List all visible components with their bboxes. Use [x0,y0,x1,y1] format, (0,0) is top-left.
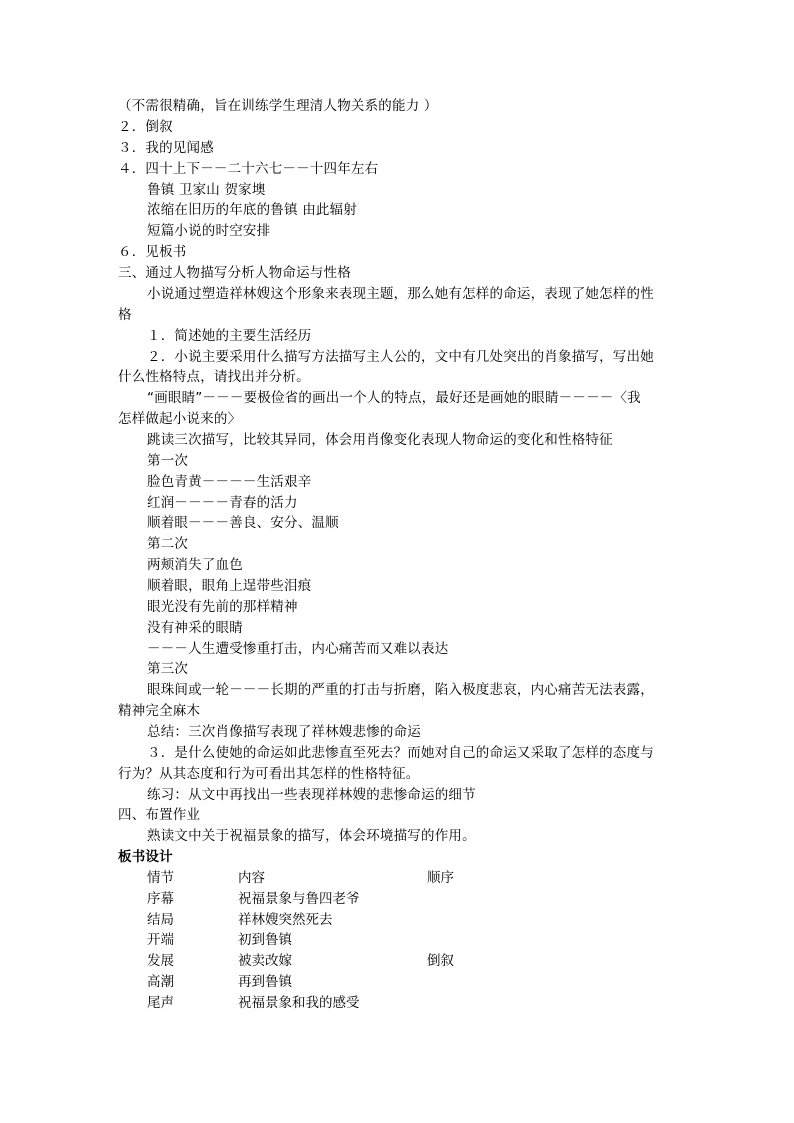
table-header: 顺序 [427,870,454,886]
table-cell: 开端 [147,932,174,948]
text-line: 顺着眼－－－善良、安分、温顺 [147,515,339,531]
text-line: 第三次 [147,661,189,677]
table-cell: 祥林嫂突然死去 [238,912,333,928]
text-line: －－－人生遭受惨重打击，内心痛苦而又难以表达 [147,641,449,657]
table-cell: 高潮 [147,974,174,990]
text-line: ４．四十上下－－二十六七－－十四年左右 [118,161,379,177]
text-line: 第二次 [147,536,189,552]
text-line: ３．是什么使她的命运如此悲惨直至死去？而她对自己的命运又采取了怎样的态度与 [147,745,654,761]
text-line: 眼珠间或一轮－－－长期的严重的打击与折磨，陷入极度悲哀，内心痛苦无法表露， [147,682,654,698]
text-line: 眼光没有先前的那样精神 [147,599,298,615]
text-line: 怎样做起小说来的〉 [118,411,242,427]
text-line: 顺着眼，眼角上逞带些泪痕 [147,578,312,594]
text-line: ３．我的见闻感 [118,140,214,156]
text-line: ２．小说主要采用什么描写方法描写主人公的，文中有几处突出的肖象描写，写出她 [147,349,654,365]
text-line: １．简述她的主要生活经历 [147,328,312,344]
text-line: 行为？从其态度和行为可看出其怎样的性格特征。 [118,766,420,782]
text-line: 脸色青黄－－－－生活艰辛 [147,474,312,490]
text-line: 总结：三次肖像描写表现了祥林嫂悲惨的命运 [147,724,421,740]
text-line: 跳读三次描写，比较其异同，体会用肖像变化表现人物命运的变化和性格特征 [147,432,613,448]
table-cell: 祝福景象与鲁四老爷 [238,891,360,907]
text-line: 浓缩在旧历的年底的鲁镇 由此辐射 [147,202,357,218]
text-line: 精神完全麻木 [118,703,201,719]
text-line: 练习：从文中再找出一些表现祥林嫂的悲惨命运的细节 [147,787,476,803]
board-design-heading: 板书设计 [118,849,173,865]
text-line: 小说通过塑造祥林嫂这个形象来表现主题，那么她有怎样的命运，表现了她怎样的性 [147,286,654,302]
text-line: 没有神采的眼睛 [147,620,243,636]
table-cell: 序幕 [147,891,174,907]
section-heading: 四、布置作业 [118,807,201,823]
text-line: 第一次 [147,453,189,469]
text-line: “画眼睛”－－－要极俭省的画出一个人的特点，最好还是画她的眼睛－－－－〈我 [147,390,641,406]
text-line: ２．倒叙 [118,119,173,135]
table-cell: 尾声 [147,995,174,1011]
table-cell: 结局 [147,912,174,928]
table-header: 内容 [238,870,265,886]
table-cell: 倒叙 [427,953,454,969]
text-line: （不需很精确，旨在训练学生理清人物关系的能力 ） [118,98,438,114]
table-cell: 祝福景象和我的感受 [238,995,360,1011]
table-header: 情节 [147,870,174,886]
text-line: 鲁镇 卫家山 贺家墺 [147,182,266,198]
table-cell: 发展 [147,953,174,969]
text-line: 两颊消失了血色 [147,557,243,573]
text-line: 什么性格特点，请找出并分析。 [118,369,310,385]
table-cell: 再到鲁镇 [238,974,292,990]
text-line: 格 [118,307,132,323]
text-line: 短篇小说的时空安排 [147,223,271,239]
text-line: 红润－－－－青春的活力 [147,495,298,511]
text-line: ６．见板书 [118,244,187,260]
table-cell: 初到鲁镇 [238,932,292,948]
text-line: 熟读文中关于祝福景象的描写，体会环境描写的作用。 [147,828,476,844]
section-heading: 三、通过人物描写分析人物命运与性格 [118,265,351,281]
table-cell: 被卖改嫁 [238,953,292,969]
